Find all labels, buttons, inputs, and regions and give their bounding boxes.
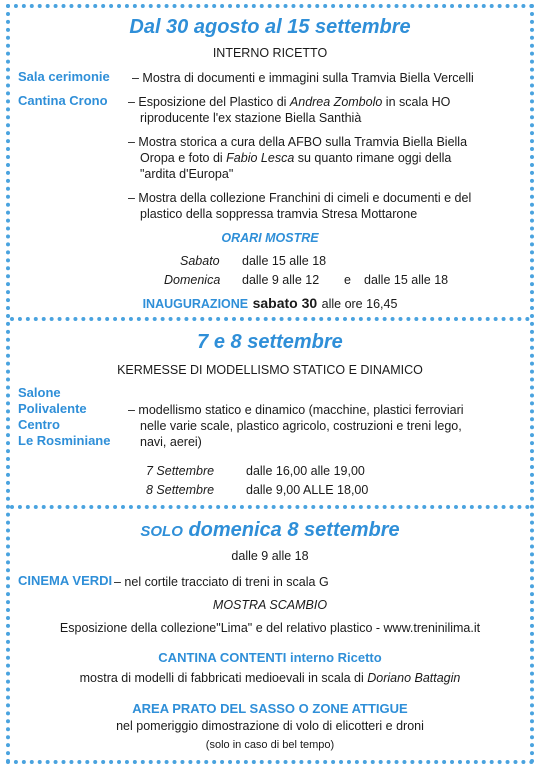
kermesse-desc-line2: nelle varie scale, plastico agricolo, costruzioni e treni lego, — [140, 419, 462, 433]
section1-title: Dal 30 agosto al 15 settembre — [129, 16, 411, 38]
section3-hours: dalle 9 alle 18 — [231, 549, 309, 563]
cantina-crono-item2-line3: "ardita d'Europa" — [140, 167, 234, 181]
item1-text-b: in scala HO — [382, 95, 451, 109]
sabato-hours: dalle 15 alle 18 — [242, 254, 327, 268]
item2-text-b: su quanto rimane oggi della — [294, 151, 452, 165]
cantina-contenti-title: CANTINA CONTENTI interno Ricetto — [158, 650, 382, 665]
inaugurazione-label: INAUGURAZIONE — [142, 297, 249, 311]
domenica-hours-afternoon: dalle 15 alle 18 — [364, 273, 449, 287]
section3-title — [10, 519, 530, 542]
cantina-crono-item3-line2: plastico della soppressa tramvia Stresa Mottarone — [140, 207, 418, 221]
cantina-crono-item3-line1: – Mostra della collezione Franchini di cimeli e documenti e del — [128, 191, 472, 205]
area-prato-text: nel pomeriggio dimostrazione di volo di elicotteri e droni — [116, 719, 424, 733]
cantina-contenti-text — [10, 670, 530, 686]
cantina-crono-item2-line2 — [140, 150, 451, 166]
domenica-hours-morning: dalle 9 alle 12 — [242, 273, 320, 287]
venue-line-4: Le Rosminiane — [18, 433, 111, 448]
section-divider-1 — [10, 317, 530, 321]
cantina-crono-item2-line1: – Mostra storica a cura della AFBO sulla Tramvia Biella Biella — [128, 135, 468, 149]
sala-cerimonie-text: – Mostra di documenti e immagini sulla Tramvia Biella Vercelli — [132, 71, 474, 85]
cantina-crono-item1-line2: riproducente l'ex stazione Biella Santhià — [140, 111, 362, 125]
flyer-page — [6, 4, 534, 764]
cinema-verdi-text: – nel cortile tracciato di treni in scala G — [114, 575, 329, 589]
item1-text-a: – Esposizione del Plastico di — [128, 95, 290, 109]
cinema-verdi-label: CINEMA VERDI — [18, 573, 113, 588]
section2-subtitle: KERMESSE DI MODELLISMO STATICO E DINAMICO — [117, 363, 423, 377]
section3-title-main: domenica 8 settembre — [188, 519, 400, 541]
inaugurazione-line — [10, 295, 530, 313]
inaugurazione-time: alle ore 16,45 — [321, 297, 398, 311]
mostra-scambio: MOSTRA SCAMBIO — [212, 598, 328, 612]
inaugurazione-day: sabato 30 — [252, 295, 318, 311]
sala-cerimonie-label: Sala cerimonie — [18, 69, 110, 84]
item2-author: Fabio Lesca — [226, 151, 295, 165]
section3-title-solo: SOLO — [140, 523, 183, 540]
cantina-contenti-author: Doriano Battagin — [367, 671, 461, 685]
section-divider-2 — [10, 505, 530, 509]
domenica-day: Domenica — [164, 273, 221, 287]
venue-line-3: Centro — [18, 417, 60, 432]
kermesse-day1-hours: dalle 16,00 alle 19,00 — [246, 464, 365, 478]
cantina-crono-item1 — [128, 94, 528, 110]
lima-text: Esposizione della collezione"Lima" e del relativo plastico - www.treninilima.it — [59, 621, 481, 635]
venue-line-2: Polivalente — [18, 401, 87, 416]
area-prato-note: (solo in caso di bel tempo) — [205, 739, 335, 751]
kermesse-desc-line3: navi, aerei) — [140, 435, 202, 449]
cantina-crono-label: Cantina Crono — [18, 93, 108, 108]
kermesse-day2-hours: dalle 9,00 ALLE 18,00 — [246, 483, 369, 497]
area-prato-title: AREA PRATO DEL SASSO O ZONE ATTIGUE — [132, 701, 408, 716]
domenica-and: e — [344, 273, 351, 287]
section1-subtitle: INTERNO RICETTO — [212, 46, 328, 60]
section2-title: 7 e 8 settembre — [197, 331, 343, 353]
kermesse-day2: 8 Settembre — [146, 483, 215, 497]
kermesse-day1: 7 Settembre — [146, 464, 215, 478]
item2-text-a: Oropa e foto di — [140, 151, 227, 165]
item1-author: Andrea Zombolo — [289, 95, 383, 109]
sabato-day: Sabato — [180, 254, 220, 268]
kermesse-desc-line1: – modellismo statico e dinamico (macchine, plastici ferroviari — [128, 403, 464, 417]
cantina-contenti-desc: mostra di modelli di fabbricati medioevali in scala di — [79, 671, 368, 685]
orari-mostre-title: ORARI MOSTRE — [221, 231, 319, 245]
venue-line-1: Salone — [18, 385, 61, 400]
